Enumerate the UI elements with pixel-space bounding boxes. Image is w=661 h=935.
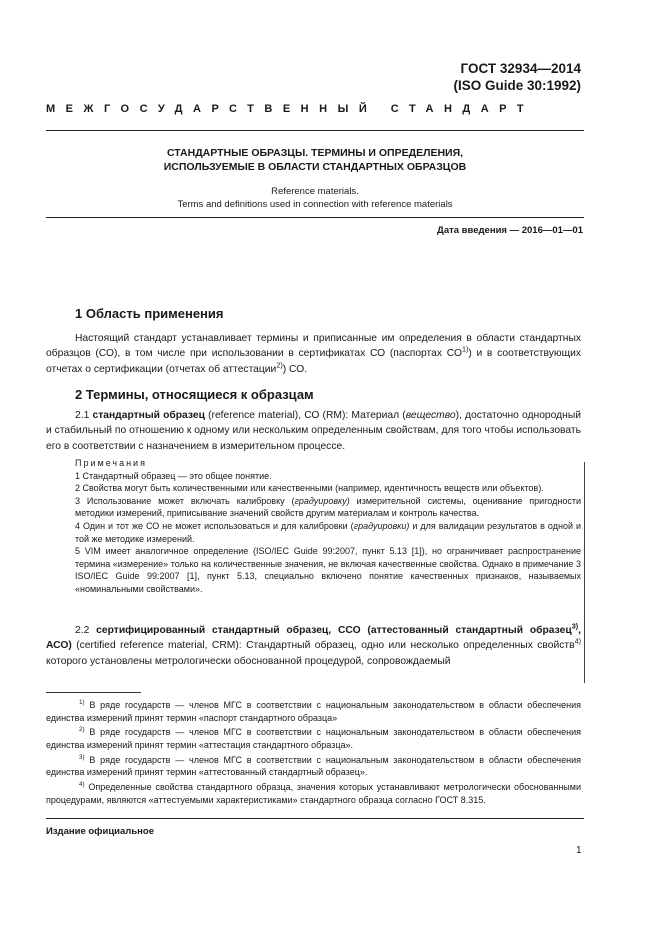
change-bar bbox=[584, 462, 585, 683]
note-3: 3 Использование может включать калибровку (градуировку) измерительной системы, оценивание пригодности методики измерений, приписывание значений свойств другим материалам и контроль качества. bbox=[75, 495, 581, 519]
official-edition-label: Издание официальное bbox=[46, 826, 154, 837]
document-title bbox=[80, 146, 550, 174]
term-2-2: 2.2 сертифицированный стандартный образец, ССО (аттестованный стандартный образец$^{3)}$, АСО) (certified reference material, CRM): Стандартный образец, одно или несколько определенных свойств$^{4)}$ которого установлены метрологически обоснованной процедурой, сопровождаемый bbox=[46, 621, 581, 667]
introduction-date: Дата введения — 2016—01—01 bbox=[437, 225, 583, 236]
section-1-heading: 1 Область применения bbox=[75, 306, 224, 321]
footnote-separator bbox=[46, 692, 141, 693]
note-4: 4 Один и тот же СО не может использоваться и для калибровки (градуировки) и для валидации результатов в одной и той же методике измерений. bbox=[75, 520, 581, 544]
footnote-4: $^{4)}$ Определенные свойства стандартного образца, значения которых устанавливают метрологически обоснованными процедурами, являются «аттестуемыми характеристиками» стандартного образца согласно ГОСТ 8.315. bbox=[46, 781, 581, 805]
title-line-2: ИСПОЛЬЗУЕМЫЕ В ОБЛАСТИ СТАНДАРТНЫХ ОБРАЗЦОВ bbox=[163, 161, 467, 173]
note-1: 1 Стандартный образец — это общее понятие. bbox=[75, 470, 272, 481]
header-rule bbox=[46, 130, 584, 131]
footnote-2: $^{2)}$ В ряде государств — членов МГС в соответствии с национальным законодательством в области обеспечения единства измерений принят термин «аттестация стандартного образца». bbox=[46, 726, 581, 750]
gost-number: ГОСТ 32934—2014 bbox=[460, 61, 581, 76]
interstate-standard-banner: МЕЖГОСУДАРСТВЕННЫЙ СТАНДАРТ bbox=[46, 103, 535, 115]
footnotes bbox=[46, 699, 581, 809]
section-1-paragraph: Настоящий стандарт устанавливает термины и приписанные им определения в области стандартных образцов (СО), в том числе при использовании в сертификатах СО (паспортах СО$^{1)}$) и в соответствующих отчетах о сертификации (отчетах об аттестации$^{2)}$) СО. bbox=[46, 333, 581, 375]
page-number: 1 bbox=[576, 845, 582, 856]
note-5: 5 VIM имеет аналогичное определение (ISO/IEC Guide 99:2007, пункт 5.13 [1]), но ограничивает распространение термина «измерение» только на количественные значения, не включая качественные свойства. Однако в примечание 3 ISO/IEC Guide 99:2007 [1], пункт 5.13, специально включено понятие качественных признаков, называемых «номинальными свойствами». bbox=[75, 546, 581, 594]
document-code bbox=[453, 60, 581, 94]
english-title-line-2: Terms and definitions used in connection with reference materials bbox=[177, 198, 453, 210]
title-line-1: СТАНДАРТНЫЕ ОБРАЗЦЫ. ТЕРМИНЫ И ОПРЕДЕЛЕНИЯ, bbox=[166, 147, 464, 159]
footnote-1: $^{1)}$ В ряде государств — членов МГС в соответствии с национальным законодательством в области обеспечения единства измерений принят термин «паспорт стандартного образца» bbox=[46, 699, 581, 723]
notes-heading: Примечания bbox=[75, 458, 147, 468]
notes-block bbox=[75, 457, 581, 596]
english-title-line-1: Reference materials. bbox=[271, 186, 359, 197]
iso-reference: (ISO Guide 30:1992) bbox=[453, 78, 581, 93]
english-title bbox=[80, 186, 550, 211]
term-2-1: 2.1 стандартный образец (reference material), СО (RM): Материал (вещество), достаточно однородный и стабильный по отношению к одному или нескольким определенным свойствам, для того чтобы использовать его в соответствии с назначением в измерительном процессе. bbox=[46, 410, 581, 452]
footnote-3: $^{3)}$ В ряде государств — членов МГС в соответствии с национальным законодательством в области обеспечения единства измерений принят термин «аттестованный стандартный образец». bbox=[46, 753, 581, 778]
note-2: 2 Свойства могут быть количественными или качественными (например, идентичность веществ или объектов). bbox=[75, 483, 544, 494]
section-2-heading: 2 Термины, относящиеся к образцам bbox=[75, 387, 314, 402]
footer-rule bbox=[46, 818, 584, 819]
title-rule bbox=[46, 217, 584, 218]
